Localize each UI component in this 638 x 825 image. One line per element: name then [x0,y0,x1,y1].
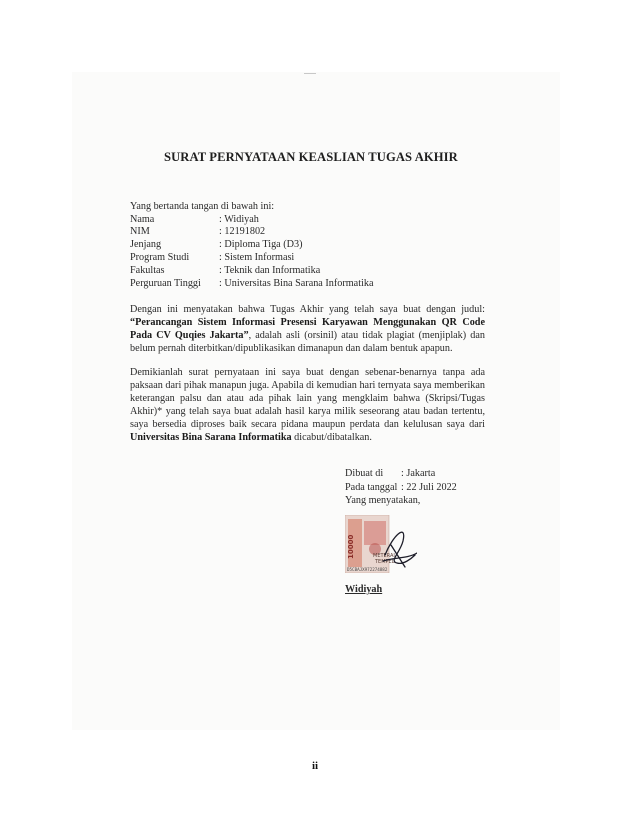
statement-rest: , adalah asli (orsinil) atau tidak plagiat (menjiplak) dan belum pernah diterbitkan/dipublikasikan dimanapun dan dalam bentuk apapun. [130,330,485,354]
stamp-line-2: TEMPEL [375,559,395,565]
place-label: Dibuat di [345,468,384,479]
closing-paragraph [130,366,485,444]
field-label-jenjang: Jenjang [130,239,162,250]
document-title: SURAT PERNYATAAN KEASLIAN TUGAS AKHIR [164,150,458,164]
field-label-fakultas: Fakultas [130,265,165,276]
date-label: Pada tanggal [345,482,398,493]
field-value-nama: : Widiyah [219,214,259,225]
field-value-nim: : 12191802 [219,226,266,237]
statement-lead: Dengan ini menyatakan bahwa Tugas Akhir yang telah saya buat dengan judul: [130,304,485,315]
declarer-label: Yang menyatakan, [345,495,421,506]
date-value: : 22 Juli 2022 [401,482,457,493]
closing-end: dicabut/dibatalkan. [291,432,372,443]
stamp-amount: 10000 [347,534,355,559]
field-value-perguruan-tinggi: : Universitas Bina Sarana Informatika [219,278,374,289]
place-value: : Jakarta [401,468,436,479]
university-name: Universitas Bina Sarana Informatika [130,432,292,443]
meterai-stamp [345,515,417,573]
field-label-program-studi: Program Studi [130,252,190,263]
signer-name: Widiyah [345,584,383,595]
field-label-perguruan-tinggi: Perguruan Tinggi [130,278,201,289]
field-value-fakultas: : Teknik dan Informatika [219,265,321,276]
field-value-jenjang: : Diploma Tiga (D3) [219,239,303,250]
stamp-graphic [345,515,417,573]
intro-text: Yang bertanda tangan di bawah ini: [130,201,275,212]
thesis-title: “Perancangan Sistem Informasi Presensi Karyawan Menggunakan QR Code Pada CV Quqies Jakarta” [130,317,485,341]
closing-text: Demikianlah surat pernyataan ini saya buat dengan sebenar-benarnya tanpa ada paksaan dari pihak manapun juga. Apabila di kemudian hari ternyata saya memberikan keterangan palsu dan atau ada pihak lain yang mengklaim bahwa (Skripsi/Tugas Akhir)* yang telah saya buat adalah hasil karya milik seseorang atau badan tertentu, saya bersedia diproses baik secara pidana maupun perdata dan kelulusan saya dari [130,367,485,430]
page-number: ii [312,760,319,772]
stamp-code: D5CBAJX972274882 [347,567,388,572]
stamp-line-1: METERAI [373,553,395,559]
field-value-program-studi: : Sistem Informasi [219,252,295,263]
statement-paragraph [130,303,485,355]
field-label-nim: NIM [130,226,150,237]
field-label-nama: Nama [130,214,155,225]
scan-mark [304,73,316,74]
